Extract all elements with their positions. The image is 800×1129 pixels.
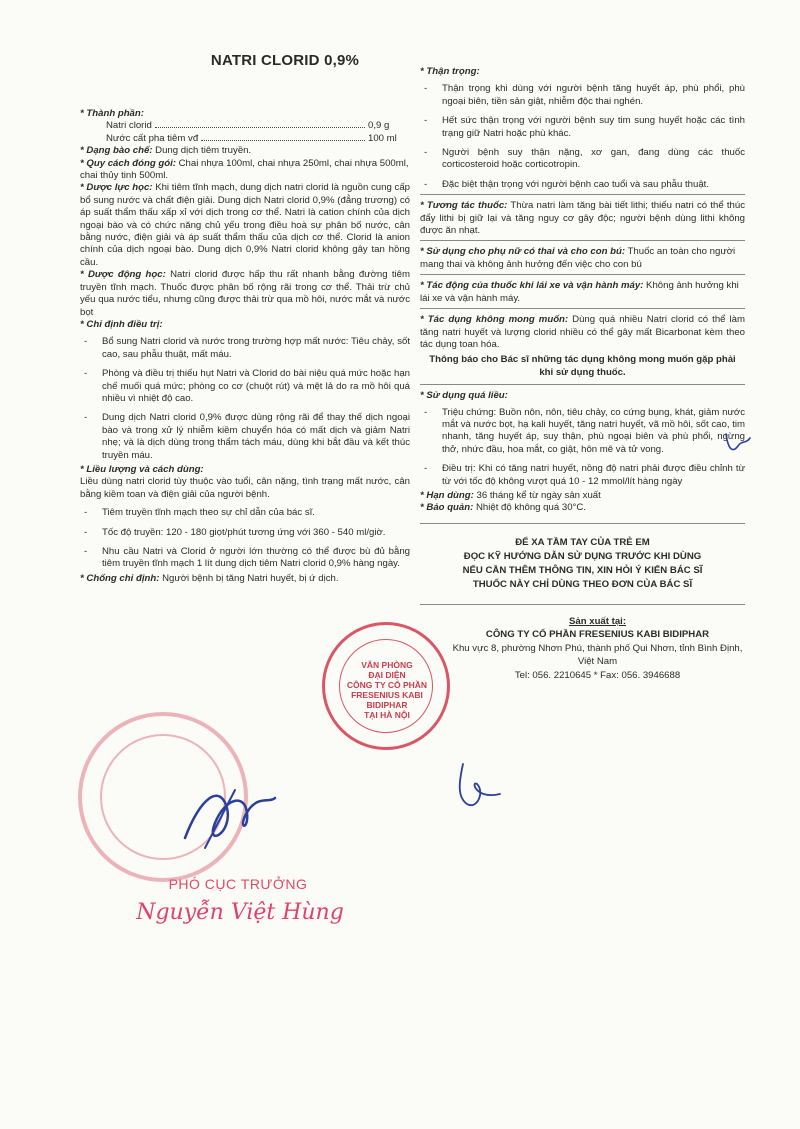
divider: [420, 194, 745, 195]
company-stamp-text: VĂN PHÒNG ĐẠI DIỆN CÔNG TY CỔ PHẦN FRESENIUS KABI BIDIPHAR TẠI HÀ NỘI: [346, 660, 428, 720]
official-name: Nguyễn Việt Hùng: [136, 900, 344, 925]
made-at-label: Sản xuất tại:: [568, 615, 627, 627]
storage-heading: * Bảo quản:: [420, 502, 474, 514]
pharmacodynamics-heading: * Dược lực học:: [80, 182, 153, 194]
company-name: CÔNG TY CỔ PHẦN FRESENIUS KABI BIDIPHAR: [485, 629, 710, 641]
indications-heading: * Chỉ định điều trị:: [80, 318, 163, 330]
pharmacokinetics-text: Natri clorid được hấp thu rất nhanh bằng đường tiêm truyền tĩnh mạch. Thuốc được phân bố rộng rãi trong cơ thể. Thải trừ chủ yếu qua nước tiểu, nhưng cũng được thải trừ qua mồ hôi, nước mắt và nước bọt: [80, 269, 410, 318]
adverse-text: Dùng quá nhiều Natri clorid có thể làm tăng natri huyết và lượng clorid nhiều có thể gây mất Bicarbonat kèm theo tác dụng toan hóa.: [420, 314, 745, 350]
pharmacokinetics-section: [80, 269, 410, 319]
dosage-form-heading: * Dạng bào chế:: [80, 145, 153, 157]
divider: [420, 240, 745, 241]
storage-section: [420, 502, 745, 514]
pregnancy-section: [420, 246, 745, 271]
right-column: [420, 66, 745, 682]
list-item: - Đặc biệt thận trọng với người bệnh cao tuổi và sau phẫu thuật.: [424, 178, 710, 190]
contraindications-section: [80, 573, 410, 585]
dot-leader: [155, 127, 365, 128]
divider: [420, 523, 745, 524]
warning-line: ĐỂ XA TẦM TAY CỦA TRẺ EM: [515, 536, 650, 548]
ingredient-name: Natri clorid: [106, 120, 152, 132]
shelf-life-heading: * Hạn dùng:: [420, 489, 474, 501]
document-title: NATRI CLORID 0,9%: [210, 52, 360, 69]
company-address: Khu vực 8, phường Nhơn Phú, thành phố Qui Nhơn, tỉnh Bình Định, Việt Nam: [452, 642, 743, 668]
list-item: - Dung dịch Natri clorid 0,9% được dùng rộng rãi để thay thế dịch ngoại bào và trong xử lý nhiễm kiềm chuyển hóa có mất dịch và giảm Natri nhẹ; và là dịch dùng trong thẩm tách máu, dùng khi bắt đầu và kết thúc truyền máu.: [84, 412, 410, 461]
interactions-heading: * Tương tác thuốc:: [420, 200, 508, 212]
driving-text: Không ảnh hưởng khi lái xe và vận hành máy.: [420, 280, 739, 304]
warning-block: [420, 536, 745, 592]
dosage-form-section: [80, 145, 410, 157]
dosage-form-text: Dung dịch tiêm truyền.: [152, 145, 252, 157]
manufacturer-block: [420, 615, 745, 683]
company-signature-icon: [445, 752, 515, 822]
official-position: PHÓ CỤC TRƯỞNG: [168, 876, 308, 892]
pharmacodynamics-section: [80, 182, 410, 269]
list-item: - Phòng và điều trị thiếu hụt Natri và Clorid do bài niệu quá mức hoặc hạn chế muối quá mức; phòng co cơ (chuột rút) và mệt lả do ra mồ hôi quá nhiều vì nhiệt độ cao.: [84, 368, 410, 404]
pharmacokinetics-heading: * Dược động học:: [80, 269, 166, 281]
dosage-heading: * Liều lượng và cách dùng:: [80, 463, 204, 475]
contraindications-heading: * Chống chỉ định:: [80, 572, 160, 584]
packaging-heading: * Quy cách đóng gói:: [80, 157, 176, 169]
divider: [420, 384, 745, 385]
ingredient-name: Nước cất pha tiêm vđ: [106, 132, 199, 144]
divider: [420, 308, 745, 309]
interactions-section: [420, 200, 745, 237]
pharmacodynamics-text: Khi tiêm tĩnh mạch, dung dịch natri clorid là nguồn cung cấp bổ sung nước và chất điện giải. Dung dịch Natri clorid 0,9% (đẳng trương) có áp suất thẩm thấu xấp xỉ với dịch trong cơ thể. Natri là cation chính của dịch ngoại bào và có chức năng chủ yếu trong điều hoà sự phân bố nước, cân bằng nước, điện giải và áp suất thẩm thấu của dịch cơ thể. Clorid là anion chính của dịch ngoại bào. Dung dịch 0,9% Natri clorid không gây tan hồng cầu.: [80, 182, 410, 268]
official-signature-icon: [175, 778, 285, 858]
left-column: [80, 108, 410, 585]
shelf-life-section: [420, 490, 745, 502]
composition-heading: * Thành phần:: [80, 108, 144, 119]
divider: [420, 604, 745, 605]
list-item: - Điều trị: Khi có tăng natri huyết, nồng độ natri phải được điều chỉnh từ từ với tốc độ không vượt quá 10 - 12 mmol/lít hàng ngày: [424, 463, 745, 487]
warning-line: THUỐC NÀY CHỈ DÙNG THEO ĐƠN CỦA BÁC SĨ: [472, 578, 693, 590]
shelf-life-text: 36 tháng kể từ ngày sản xuất: [473, 489, 601, 501]
ingredient-row: [80, 133, 410, 145]
company-phone: Tel: 056. 2210645 * Fax: 056. 3946688: [514, 669, 681, 681]
list-item: - Tiêm truyền tĩnh mạch theo sự chỉ dẫn của bác sĩ.: [84, 507, 315, 519]
dosage-intro: Liều dùng natri clorid tùy thuộc vào tuổi, cân nặng, tình trạng mất nước, cân bằng kiềm toan và điện giải của người bệnh.: [80, 476, 410, 500]
list-item: - Thận trọng khi dùng với người bệnh tăng huyết áp, phù phổi, phù ngoại biên, tiền sản giật, nhiễm độc thai nghén.: [424, 83, 745, 107]
ingredient-value: 0,9 g: [368, 120, 390, 132]
driving-section: [420, 280, 745, 305]
list-item: - Triệu chứng: Buồn nôn, nôn, tiêu chảy, co cứng bụng, khát, giảm nước mắt và nước bọt, hạ kali huyết, tăng natri huyết, vã mồ hôi, sốt cao, tim nhanh, tăng huyết áp, suy thận, phù ngoại biên và phù phổi, ngừng thở, nhức đầu, hoa mắt, co giật, hôn mê và tử vong.: [424, 406, 745, 455]
contraindications-text: Người bệnh bị tăng Natri huyết, bị ứ dịch.: [159, 572, 339, 584]
pregnancy-text: Thuốc an toàn cho người mang thai và không ảnh hưởng đến việc cho con bú: [420, 246, 736, 270]
adverse-notice: Thông báo cho Bác sĩ những tác dụng không mong muốn gặp phải khi sử dụng thuốc.: [429, 354, 736, 378]
list-item: - Người bệnh suy thận nặng, xơ gan, đang dùng các thuốc corticosteroid hoặc corticotropin.: [424, 147, 745, 171]
pregnancy-heading: * Sử dụng cho phụ nữ có thai và cho con bú:: [420, 246, 626, 258]
driving-heading: * Tác động của thuốc khi lái xe và vận hành máy:: [420, 280, 644, 292]
overdose-heading: * Sử dụng quá liều:: [420, 390, 508, 402]
list-item: - Tốc độ truyền: 120 - 180 giọt/phút tương ứng với 360 - 540 ml/giờ.: [84, 526, 386, 538]
adverse-heading: * Tác dụng không mong muốn:: [420, 314, 569, 326]
dot-leader: [201, 140, 365, 141]
precautions-heading: * Thận trọng:: [420, 66, 480, 77]
initial-mark-icon: [722, 428, 752, 458]
adverse-section: [420, 314, 745, 351]
packaging-text: Chai nhựa 100ml, chai nhựa 250ml, chai nhựa 500ml, chai thủy tinh 500ml.: [80, 157, 409, 182]
warning-line: ĐỌC KỸ HƯỚNG DẪN SỬ DỤNG TRƯỚC KHI DÙNG: [463, 550, 702, 562]
packaging-section: [80, 158, 410, 183]
interactions-text: Thừa natri làm tăng bài tiết lithi; thiếu natri có thể thúc đẩy lithi bị giữ lại và tăng nguy cơ gây độc; người bệnh dùng lithi không được ăn nhạt.: [420, 200, 745, 237]
storage-text: Nhiệt độ không quá 30°C.: [473, 502, 586, 514]
list-item: - Bổ sung Natri clorid và nước trong trường hợp mất nước: Tiêu chảy, sốt cao, sau phẫu thuật, mất máu.: [84, 336, 410, 360]
list-item: - Nhu cầu Natri và Clorid ở người lớn thường có thể được bù đủ bằng tiêm truyền tĩnh mạch 1 lít dung dịch tiêm Natri clorid 0,9% hàng ngày.: [84, 546, 410, 570]
divider: [420, 274, 745, 275]
list-item: - Hết sức thận trọng với người bệnh suy tim sung huyết hoặc các tình trạng giữ Natri hoặc phù khác.: [424, 115, 745, 139]
warning-line: NẾU CẦN THÊM THÔNG TIN, XIN HỎI Ý KIẾN BÁC SĨ: [462, 564, 703, 576]
ingredient-value: 100 ml: [368, 132, 397, 144]
ingredient-row: [80, 120, 410, 132]
